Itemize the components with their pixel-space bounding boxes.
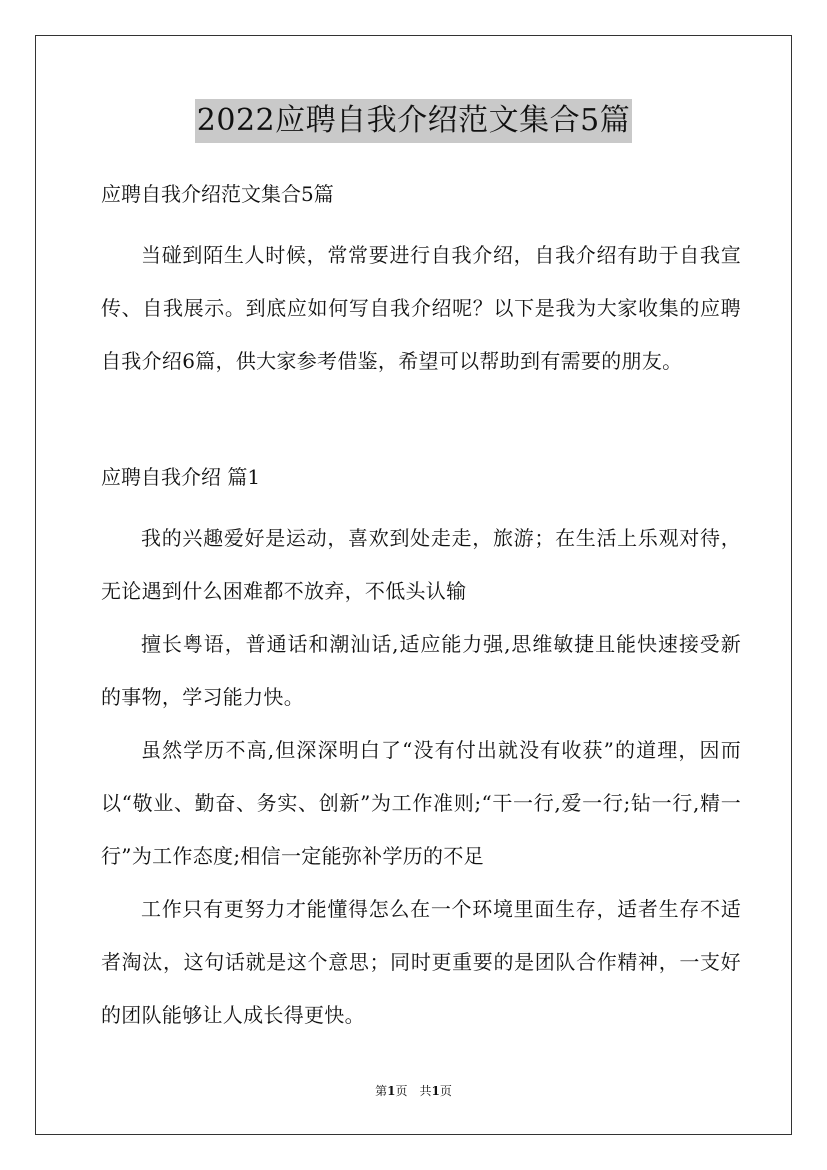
page-footer	[0, 1083, 827, 1099]
section-heading: 应聘自我介绍 篇1	[101, 465, 261, 489]
intro-paragraph: 当碰到陌生人时候，常常要进行自我介绍，自我介绍有助于自我宣传、自我展示。到底应如何写自我介绍呢？以下是我为大家收集的应聘自我介绍6篇，供大家参考借鉴，希望可以帮助到有需要的朋友。	[101, 243, 741, 373]
title-container	[0, 99, 827, 143]
spacer	[101, 211, 741, 229]
page-mid: 页 共	[395, 1084, 432, 1098]
spacer	[101, 494, 741, 512]
page-suffix: 页	[439, 1084, 452, 1098]
body-paragraph: 我的兴趣爱好是运动，喜欢到处走走，旅游；在生活上乐观对待，无论遇到什么困难都不放弃，不低头认输	[101, 526, 741, 603]
body-paragraph: 擅长粤语，普通话和潮汕话,适应能力强,思维敏捷且能快速接受新的事物，学习能力快。	[101, 632, 741, 709]
document-body	[101, 177, 741, 1042]
page-current: 1	[387, 1084, 396, 1098]
page-prefix: 第	[375, 1084, 388, 1098]
document-subtitle: 应聘自我介绍范文集合5篇	[101, 182, 334, 206]
body-paragraph: 虽然学历不高,但深深明白了“没有付出就没有收获”的道理，因而以“敬业、勤奋、务实、创新”为工作准则;“干一行,爱一行;钻一行,精一行”为工作态度;相信一定能弥补学历的不足	[101, 738, 741, 868]
document-title: 2022应聘自我介绍范文集合5篇	[195, 99, 632, 143]
spacer	[101, 388, 741, 460]
body-paragraph: 工作只有更努力才能懂得怎么在一个环境里面生存，适者生存不适者淘汰，这句话就是这个意思；同时更重要的是团队合作精神，一支好的团队能够让人成长得更快。	[101, 897, 741, 1027]
page-total: 1	[431, 1084, 440, 1098]
